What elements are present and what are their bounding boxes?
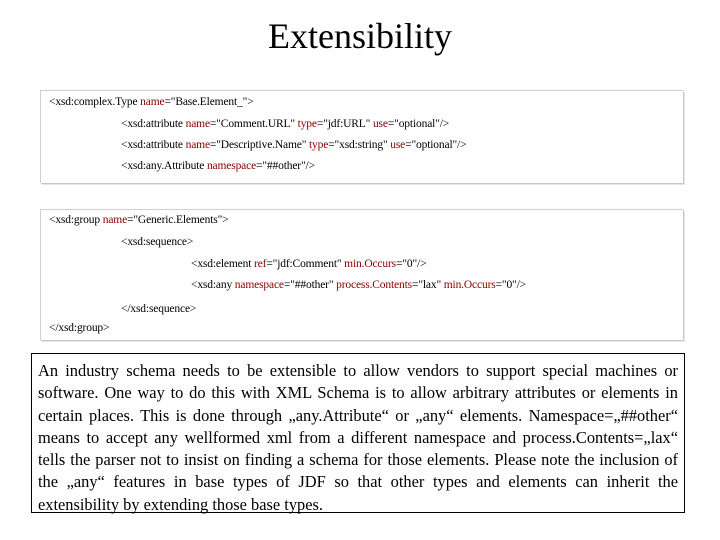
code-value: ="Generic.Elements"> <box>127 214 229 226</box>
code-attribute-name: name <box>185 139 210 151</box>
code-line <box>191 257 426 271</box>
code-value: ="lax" <box>411 279 444 291</box>
code-value: ="##other"/> <box>256 160 315 172</box>
code-value: ="jdf:Comment" <box>266 258 345 270</box>
code-attribute-name: process.Contents <box>336 279 412 291</box>
description-text-box: An industry schema needs to be extensible to allow vendors to support special machines or software. One way to do this with XML Schema is to allow arbitrary attributes or elements in certain places. This is done through „any.Attribute“ or „any“ elements. Namespace=„##other“ means to accept any wellformed xml from a different namespace and process.Contents=„lax“ tells the parser not to insist on finding a schema for those elements. Please note the inclusion of the „any“ features in base types of JDF so that other types and elements can inherit the extensibility by extending those base types. <box>31 353 685 513</box>
code-tag: </xsd:group> <box>49 322 110 334</box>
code-tag: <xsd:attribute <box>121 139 186 151</box>
code-value: ="##other" <box>283 279 337 291</box>
code-value: ="0"/> <box>396 258 427 270</box>
code-value: ="0"/> <box>495 279 526 291</box>
code-value: ="Descriptive.Name" <box>209 139 310 151</box>
code-attribute-name: type <box>297 118 317 130</box>
code-value: ="Base.Element_"> <box>164 96 254 108</box>
code-tag: <xsd:group <box>49 214 103 226</box>
code-attribute-name: use <box>390 139 406 151</box>
code-attribute-name: use <box>372 118 388 130</box>
code-attribute-name: name <box>102 214 128 226</box>
code-tag: <xsd:any.Attribute <box>121 160 207 172</box>
code-value: ="optional"/> <box>387 118 450 130</box>
code-value: ="Comment.URL" <box>209 118 298 130</box>
code-line <box>121 235 193 249</box>
code-tag: <xsd:attribute <box>121 118 186 130</box>
code-tag: <xsd:sequence> <box>121 236 194 248</box>
code-attribute-name: min.Occurs <box>344 258 396 270</box>
code-line <box>121 117 449 131</box>
slide-title: Extensibility <box>268 16 452 56</box>
code-tag: <xsd:complex.Type <box>49 96 141 108</box>
code-attribute-name: name <box>140 96 165 108</box>
code-line <box>121 302 196 316</box>
code-line <box>49 321 109 335</box>
code-attribute-name: name <box>185 118 210 130</box>
code-line <box>49 95 254 109</box>
code-value: ="jdf:URL" <box>316 118 373 130</box>
code-attribute-name: min.Occurs <box>443 279 496 291</box>
code-line <box>121 138 466 152</box>
code-line <box>121 159 315 173</box>
code-value: ="optional"/> <box>405 139 467 151</box>
code-attribute-name: namespace <box>234 279 284 291</box>
code-tag: <xsd:element <box>191 258 254 270</box>
code-line <box>49 213 228 227</box>
code-attribute-name: namespace <box>206 160 257 172</box>
code-attribute-name: type <box>309 139 329 151</box>
code-tag: <xsd:any <box>191 279 235 291</box>
code-value: ="xsd:string" <box>328 139 391 151</box>
code-tag: </xsd:sequence> <box>121 303 197 315</box>
code-line <box>191 278 526 292</box>
complex-type-code-block <box>40 90 683 183</box>
group-code-block <box>40 209 683 340</box>
code-attribute-name: ref <box>253 258 267 270</box>
